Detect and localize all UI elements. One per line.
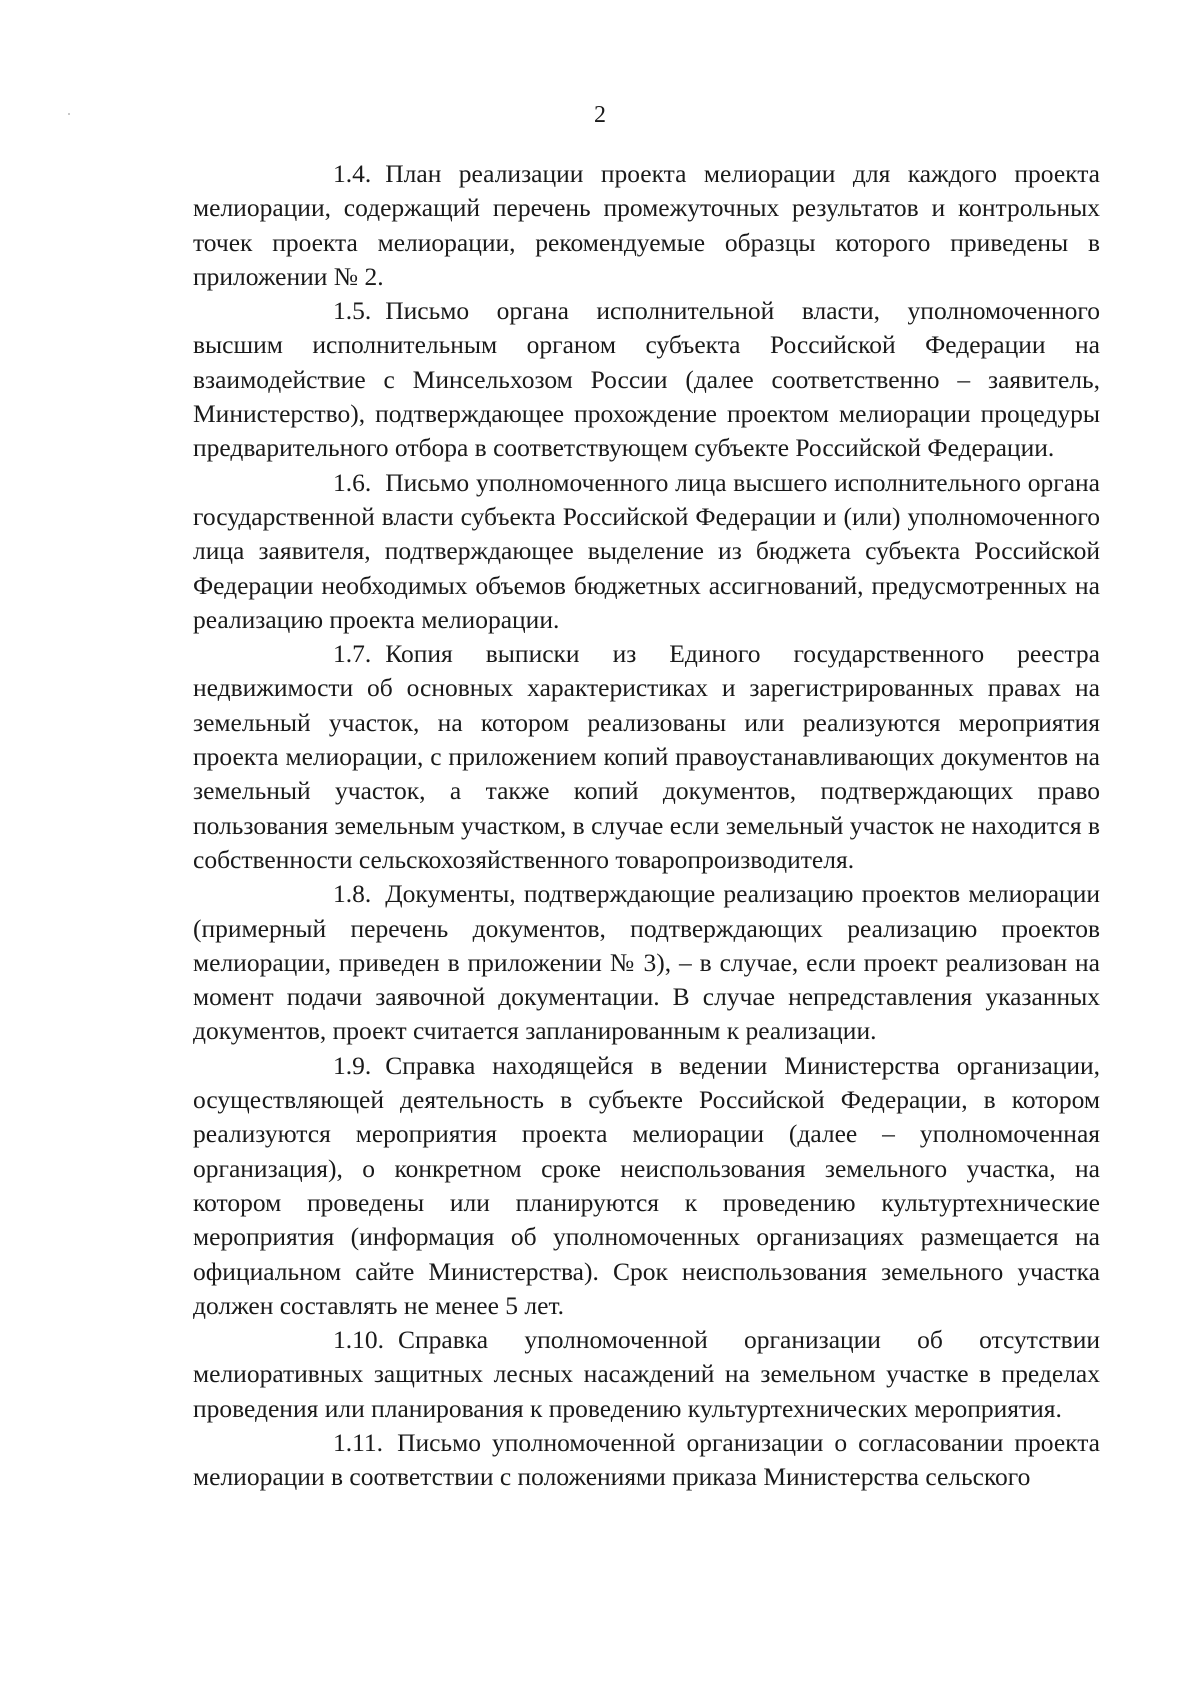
paragraph-1-11 xyxy=(193,1426,1100,1495)
paragraph-1-6 xyxy=(193,466,1100,637)
paragraph-number: 1.10. xyxy=(333,1325,384,1355)
document-body xyxy=(193,157,1100,1495)
paragraph-1-10 xyxy=(193,1323,1100,1426)
paragraph-text: Письмо уполномоченной организации о согласовании проекта мелиорации в соответствии с положениями приказа Министерства сельского xyxy=(193,1427,1100,1492)
paragraph-number: 1.7. xyxy=(333,639,372,669)
paragraph-1-4 xyxy=(193,157,1100,294)
paragraph-number: 1.4. xyxy=(333,159,372,188)
paragraph-text: Справка находящейся в ведении Министерства организации, осуществляющей деятельность в субъекте Российской Федерации, в котором реализуются мероприятия проекта мелиорации (далее – уполномоченная организация), о конкретном сроке неиспользования земельного участка, на котором проведены или планируются к проведению культуртехнические мероприятия (информация об уполномоченных организациях размещается на официальном сайте Министерства). Срок неиспользования земельного участка должен составлять не менее 5 лет. xyxy=(193,1050,1100,1320)
paragraph-text: Письмо органа исполнительной власти, уполномоченного высшим исполнительным органом субъекта Российской Федерации на взаимодействие с Минсельхозом России (далее соответственно – заявитель, Министерство), подтверждающее прохождение проектом мелиорации процедуры предварительного отбора в соответствующем субъекте Российской Федерации. xyxy=(193,296,1100,463)
paragraph-number: 1.9. xyxy=(333,1050,372,1080)
page-number: 2 xyxy=(594,102,606,128)
paragraph-1-7 xyxy=(193,637,1100,877)
paragraph-text: Письмо уполномоченного лица высшего исполнительного органа государственной власти субъекта Российской Федерации и (или) уполномоченного лица заявителя, подтверждающее выделение из бюджета субъекта Российской Федерации необходимых объемов бюджетных ассигнований, предусмотренных на реализацию проекта мелиорации. xyxy=(193,467,1100,634)
paragraph-1-8 xyxy=(193,877,1100,1048)
paragraph-text: План реализации проекта мелиорации для каждого проекта мелиорации, содержащий перечень промежуточных результатов и контрольных точек проекта мелиорации, рекомендуемые образцы которого приведены в приложении № 2. xyxy=(193,159,1100,291)
paragraph-text: Копия выписки из Единого государственного реестра недвижимости об основных характеристиках и зарегистрированных правах на земельный участок, на котором реализованы или реализуются мероприятия проекта мелиорации, с приложением копий правоустанавливающих документов на земельный участок, а также копий документов, подтверждающих право пользования земельным участком, в случае если земельный участок не находится в собственности сельскохозяйственного товаропроизводителя. xyxy=(193,639,1100,874)
paragraph-number: 1.11. xyxy=(333,1427,384,1457)
paragraph-number: 1.6. xyxy=(333,467,372,497)
paragraph-number: 1.8. xyxy=(333,879,372,909)
paragraph-1-9 xyxy=(193,1049,1100,1323)
paragraph-text: Документы, подтверждающие реализацию проектов мелиорации (примерный перечень документов, подтверждающих реализацию проектов мелиорации, приведен в приложении № 3), – в случае, если проект реализован на момент подачи заявочной документации. В случае непредставления указанных документов, проект считается запланированным к реализации. xyxy=(193,879,1100,1046)
paragraph-1-5 xyxy=(193,294,1100,465)
paragraph-number: 1.5. xyxy=(333,296,372,326)
paragraph-text: Справка уполномоченной организации об отсутствии мелиоративных защитных лесных насаждений на земельном участке в пределах проведения или планирования к проведению культуртехнических мероприятия. xyxy=(193,1325,1100,1423)
